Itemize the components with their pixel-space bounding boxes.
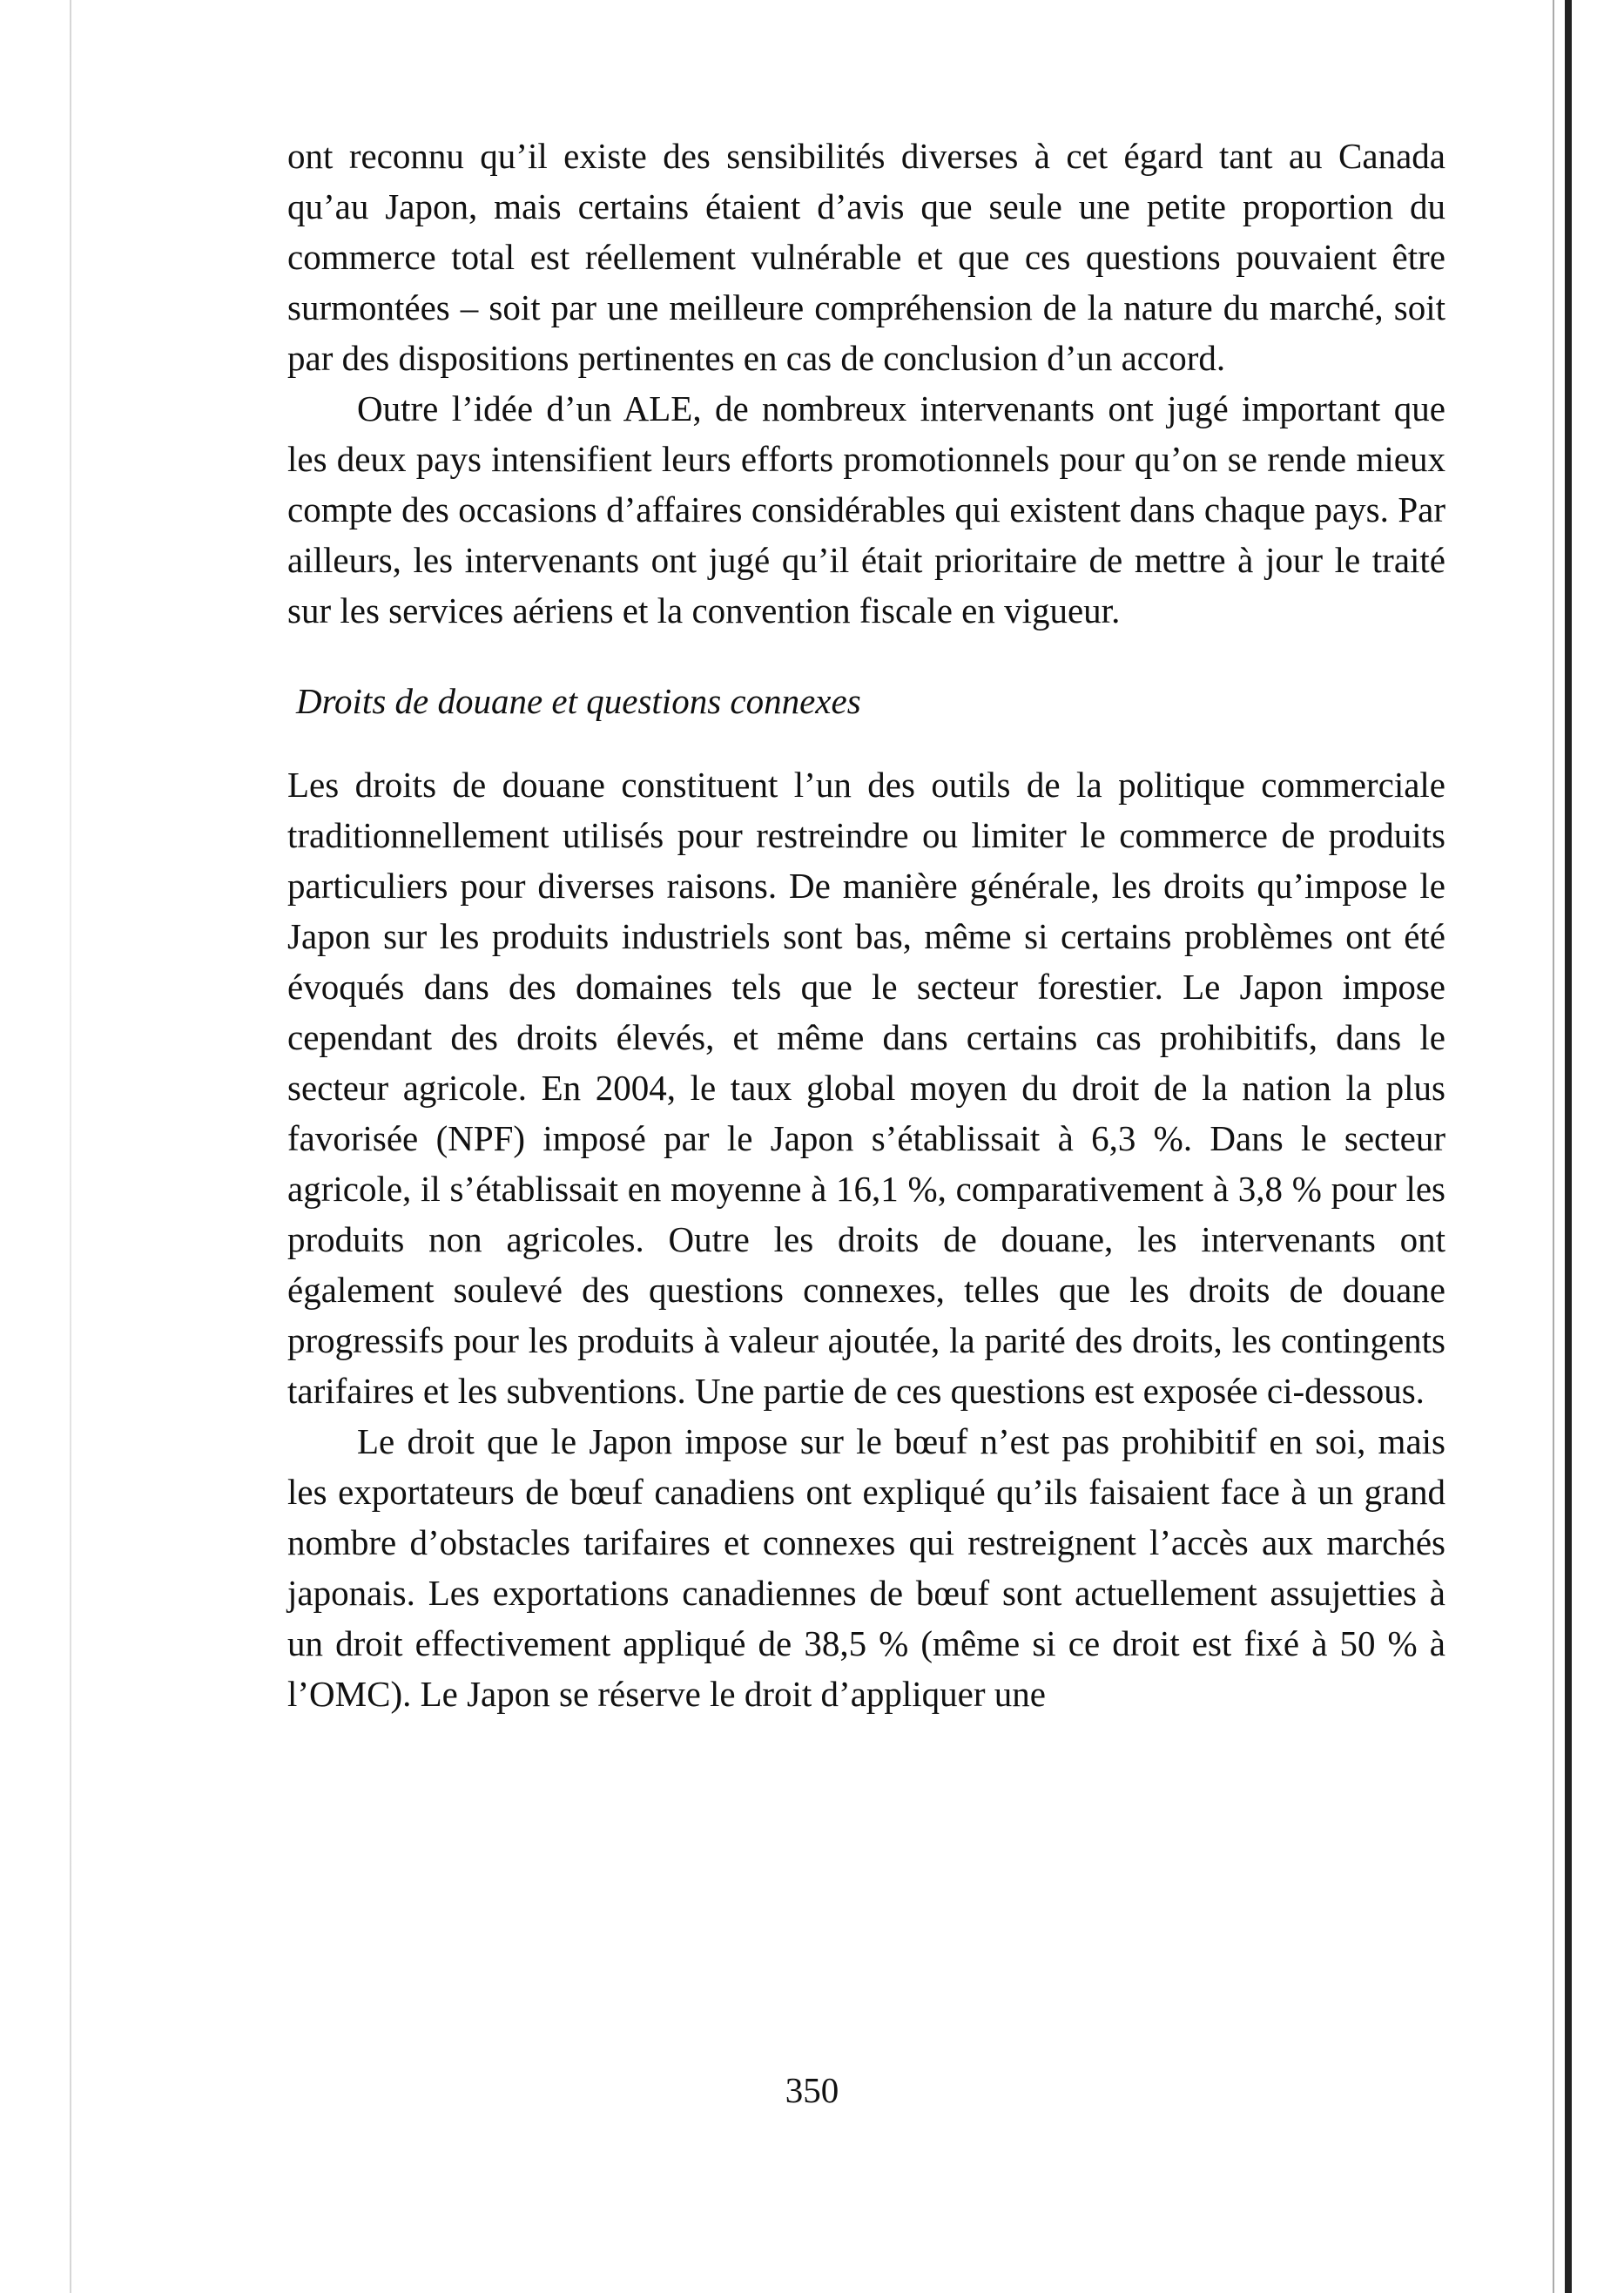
paragraph-customs-duties: Les droits de douane constituent l’un des outils de la politique commerciale traditionnellement utilisés pour restreindre ou limiter le commerce de produits particuliers pour diverses raisons. De manière générale, les droits qu’impose le Japon sur les produits industriels sont bas, même si certains problèmes ont été évoqués dans des domaines tels que le secteur forestier. Le Japon impose cependant des droits élevés, et même dans certains cas prohibitifs, dans le secteur agricole. En 2004, le taux global moyen du droit de la nation la plus favorisée (NPF) imposé par le Japon s’établissait à 6,3 %. Dans le secteur agricole, il s’établissait en moyenne à 16,1 %, comparativement à 3,8 % pour les produits non agricoles. Outre les droits de douane, les intervenants ont également soulevé des questions connexes, telles que les droits de douane progressifs pour les produits à valeur ajoutée, la parité des droits, les contingents tarifaires et les subventions. Une partie de ces questions est exposée ci-dessous. bbox=[287, 765, 1445, 1411]
page-body bbox=[287, 131, 1445, 1719]
paragraph-continuation: ont reconnu qu’il existe des sensibilités diverses à cet égard tant au Canada qu’au Japon, mais certains étaient d’avis que seule une petite proportion du commerce total est réellement vulnérable et que ces questions pouvaient être surmontées – soit par une meilleure compréhension de la nature du marché, soit par des dispositions pertinentes en cas de conclusion d’un accord. bbox=[287, 136, 1445, 378]
section-heading: Droits de douane et questions connexes bbox=[296, 681, 861, 721]
scan-edge-right-inner bbox=[1553, 0, 1554, 2293]
paragraph-ale-promotion: Outre l’idée d’un ALE, de nombreux intervenants ont jugé important que les deux pays intensifient leurs efforts promotionnels pour qu’on se rende mieux compte des occasions d’affaires considérables qui existent dans chaque pays. Par ailleurs, les intervenants ont jugé qu’il était prioritaire de mettre à jour le traité sur les services aériens et la convention fiscale en vigueur. bbox=[287, 388, 1445, 631]
scan-edge-right bbox=[1565, 0, 1572, 2293]
scan-edge-left bbox=[70, 0, 71, 2293]
page-number: 350 bbox=[785, 2070, 839, 2110]
paragraph-beef-duty: Le droit que le Japon impose sur le bœuf n’est pas prohibitif en soi, mais les exportateurs de bœuf canadiens ont expliqué qu’ils faisaient face à un grand nombre d’obstacles tarifaires et connexes qui restreignent l’accès aux marchés japonais. Les exportations canadiennes de bœuf sont actuellement assujetties à un droit effectivement appliqué de 38,5 % (même si ce droit est fixé à 50 % à l’OMC). Le Japon se réserve le droit d’appliquer une bbox=[287, 1421, 1445, 1714]
